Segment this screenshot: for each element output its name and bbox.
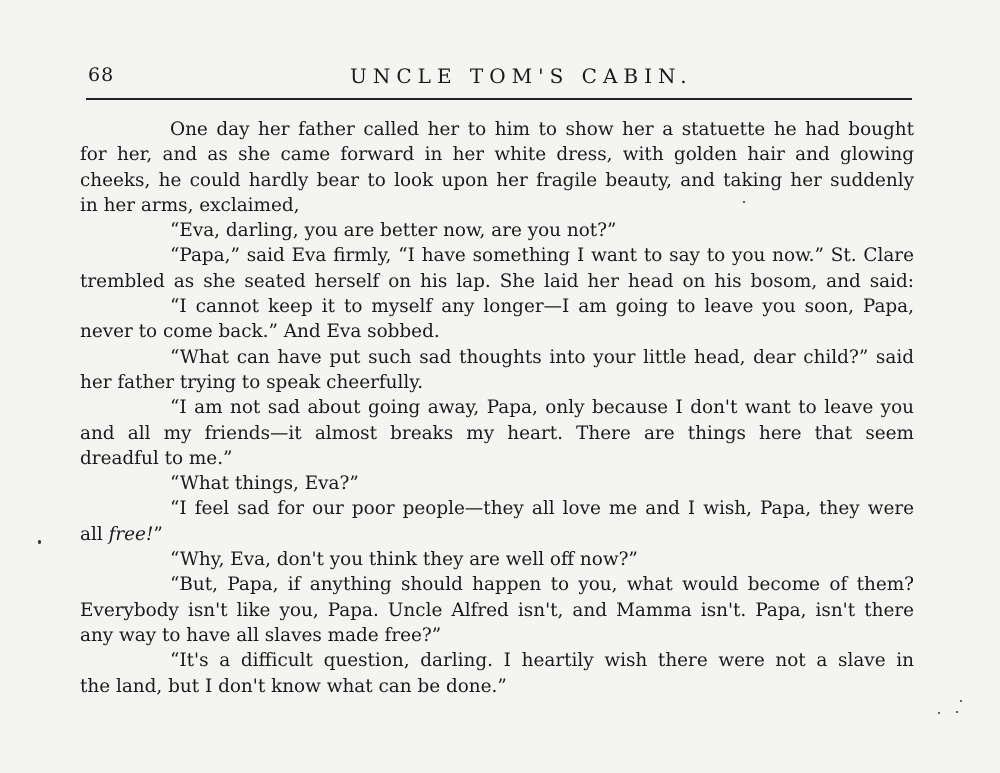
ink-speck — [938, 712, 940, 714]
text-line: “What can have put such sad thoughts into your little head, dear child?” said — [170, 346, 914, 368]
text-line: “It's a difficult question, darling. I heartily wish there were not a slave in — [170, 650, 914, 672]
header-rule — [86, 98, 912, 100]
ink-speck — [960, 700, 962, 702]
text-line: in her arms, exclaimed, — [80, 194, 300, 216]
text-line: the land, but I don't know what can be done.” — [80, 675, 507, 697]
text-line: dreadful to me.” — [80, 447, 233, 469]
text-line: Everybody isn't like you, Papa. Uncle Alfred isn't, and Mamma isn't. Papa, isn't there — [80, 599, 914, 621]
text-line: and all my friends—it almost breaks my heart. There are things here that seem — [80, 422, 914, 444]
text-line-start: all — [80, 523, 109, 545]
text-line: “I am not sad about going away, Papa, only because I don't want to leave you — [170, 397, 914, 419]
text-line: One day her father called her to him to show her a statuette he had bought — [170, 119, 914, 140]
running-head: UNCLE TOM'S CABIN. — [350, 64, 693, 88]
ink-speck — [956, 711, 958, 713]
text-line: “What things, Eva?” — [170, 473, 359, 495]
text-line: “Why, Eva, don't you think they are well off now?” — [170, 549, 638, 571]
closing-quote: ” — [153, 523, 163, 545]
text-line: “Papa,” said Eva firmly, “I have something I want to say to you now.” St. Clare — [170, 245, 914, 267]
text-line: “I feel sad for our poor people—they all love me and I wish, Papa, they were — [170, 498, 914, 520]
text-line: never to come back.” And Eva sobbed. — [80, 321, 440, 343]
ink-speck — [38, 540, 41, 544]
text-line: “I cannot keep it to myself any longer—I am going to leave you soon, Papa, — [170, 296, 914, 318]
body-text — [80, 117, 914, 699]
text-line: “Eva, darling, you are better now, are you not?” — [170, 220, 617, 242]
ink-speck — [743, 201, 745, 203]
text-line: cheeks, he could hardly bear to look upon her fragile beauty, and taking her suddenly — [80, 169, 914, 191]
text-line: trembled as she seated herself on his lap. She laid her head on his bosom, and said: — [80, 270, 914, 292]
text-line: for her, and as she came forward in her white dress, with golden hair and glowing — [80, 144, 914, 166]
emphasis-free: free! — [108, 523, 154, 545]
text-line: “But, Papa, if anything should happen to you, what would become of them? — [170, 574, 914, 596]
page-number: 68 — [88, 64, 115, 86]
text-line — [80, 522, 914, 547]
text-line: any way to have all slaves made free?” — [80, 624, 442, 646]
text-line: her father trying to speak cheerfully. — [80, 371, 424, 393]
